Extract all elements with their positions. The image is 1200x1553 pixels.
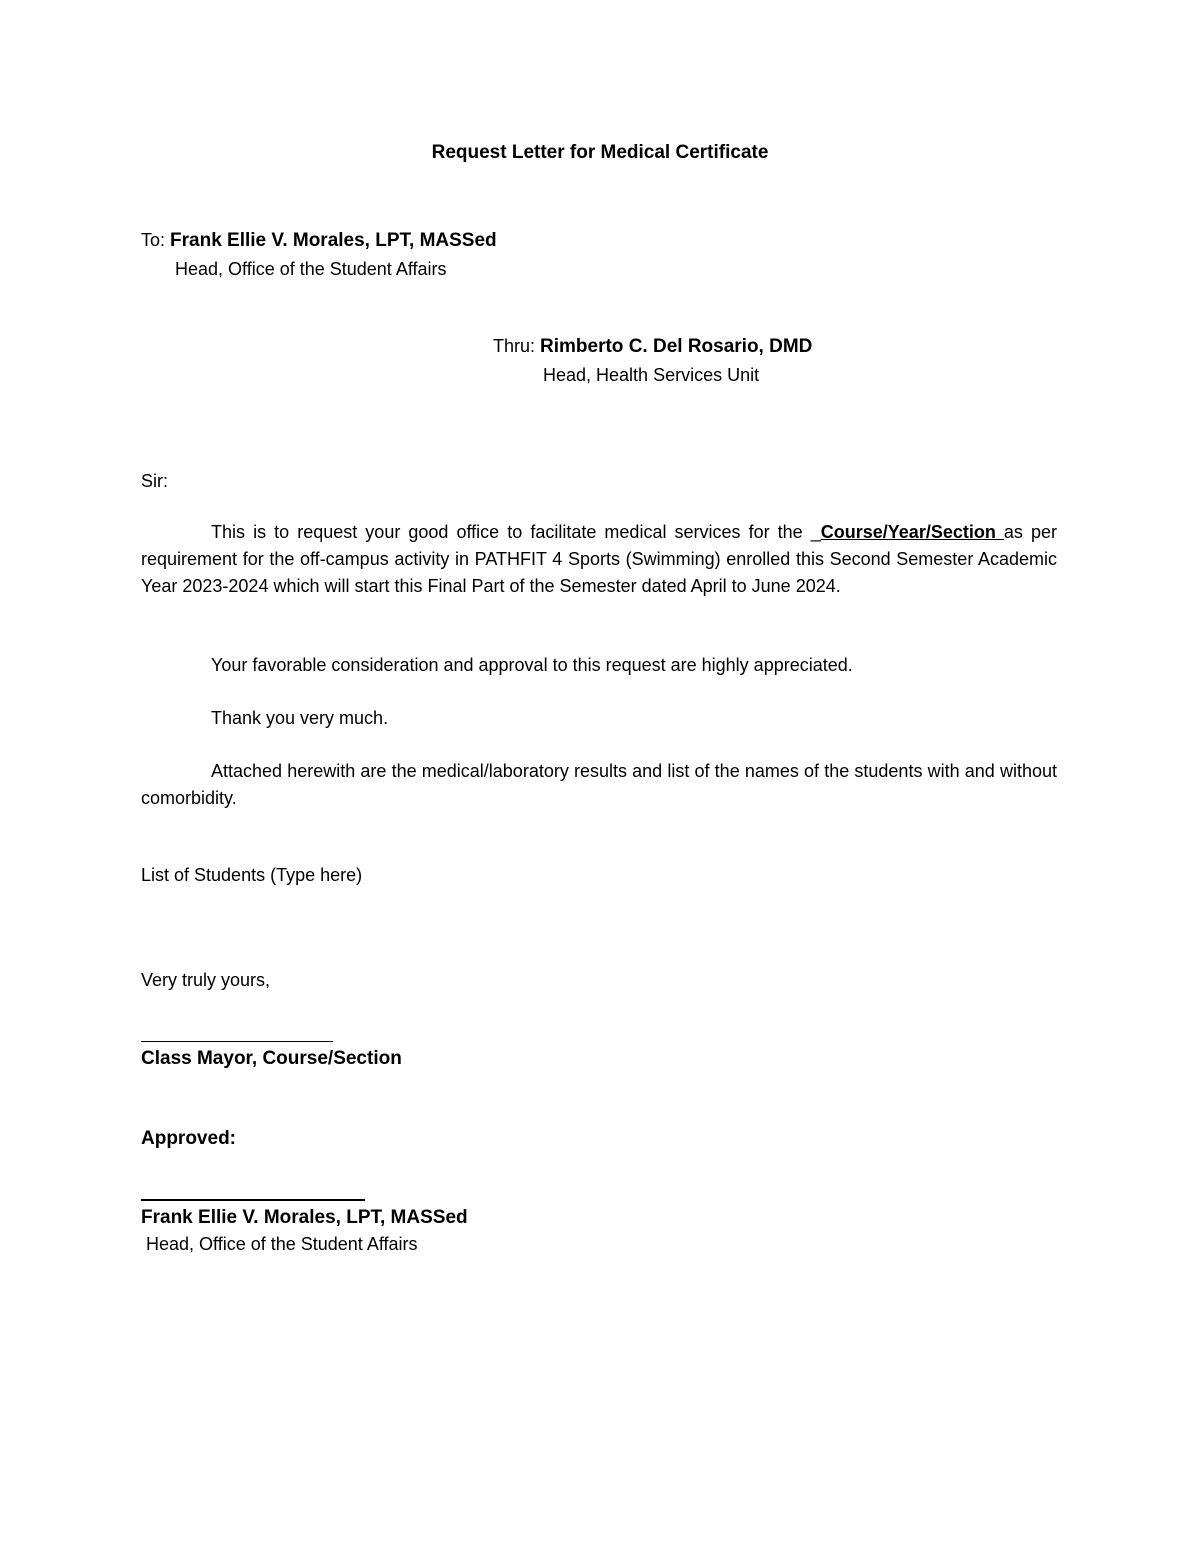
signatory-name: Class Mayor, Course/Section (141, 1048, 402, 1069)
body-paragraph-1 (141, 519, 1057, 600)
p1-before: This is to request your good office to facilitate medical services for the _ (211, 522, 821, 542)
thru-position: Head, Health Services Unit (543, 365, 760, 385)
p1-after: as per requirement for the off-campus activity in PATHFIT 4 Sports (Swimming) enrolled this Second Semester Academic Year 2023-2024 which will start this Final Part of the Semester dated April to June 2024. (141, 522, 1057, 596)
approver-position: Head, Office of the Student Affairs (146, 1234, 418, 1254)
to-prefix: To: (141, 230, 171, 250)
approved-label: Approved: (141, 1128, 236, 1149)
document-title: Request Letter for Medical Certificate (431, 142, 769, 163)
list-of-students: List of Students (Type here) (141, 865, 363, 885)
signature-line-mayor (141, 1041, 333, 1042)
course-year-section-blank: Course/Year/Section (820, 522, 1004, 542)
thru-prefix: Thru: (493, 336, 541, 356)
body-paragraph-2: Your favorable consideration and approval to this request are highly appreciated. (211, 655, 853, 675)
thru-line (493, 336, 812, 358)
signature-line-approver (141, 1199, 365, 1201)
closing: Very truly yours, (141, 970, 271, 990)
to-position: Head, Office of the Student Affairs (175, 259, 447, 279)
body-paragraph-3: Thank you very much. (211, 708, 389, 728)
thru-name: Rimberto C. Del Rosario, DMD (540, 336, 813, 357)
body-paragraph-4: Attached herewith are the medical/laboratory results and list of the names of the students with and without comorbidity. (141, 761, 1057, 808)
salutation: Sir: (141, 471, 168, 491)
to-line (141, 230, 497, 252)
to-name: Frank Ellie V. Morales, LPT, MASSed (170, 230, 497, 251)
approver-name: Frank Ellie V. Morales, LPT, MASSed (141, 1207, 468, 1228)
